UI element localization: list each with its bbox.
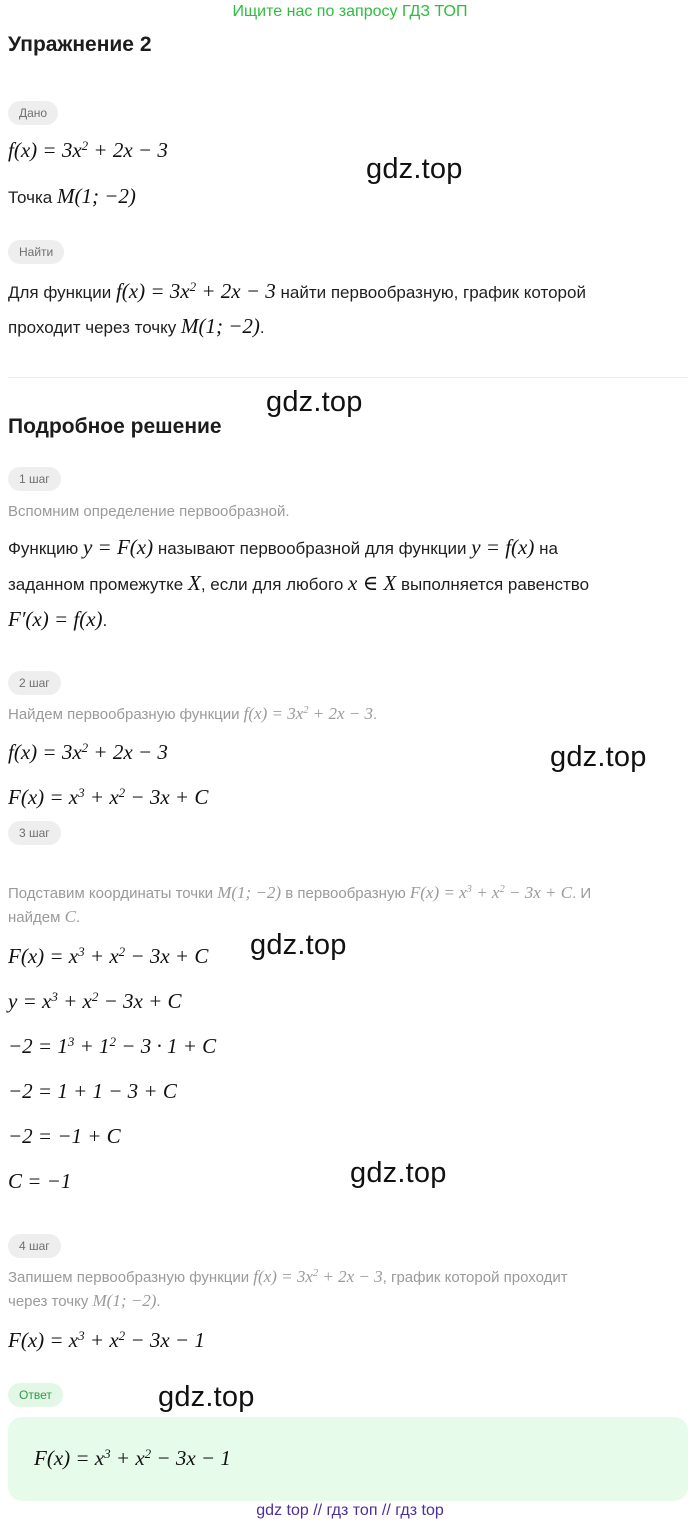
- top-banner[interactable]: Ищите нас по запросу ГДЗ ТОП: [232, 3, 468, 20]
- step-4-note-line-2: через точку M(1; −2).: [8, 1291, 161, 1310]
- answer-formula: $F(x) = x^3 + x^2 - 3x - 1$: [34, 1445, 231, 1470]
- page-title: Упражнение 2: [8, 33, 152, 56]
- step-3-badge: 3 шаг: [8, 821, 61, 845]
- step-4-note-line-1: Запишем первообразную функции $f(x) = 3x^2 + 2x - 3$, график которой проходит: [8, 1267, 568, 1286]
- step-2-eq-1: $f(x) = 3x^2 + 2x - 3$: [8, 739, 168, 764]
- step-2-badge: 2 шаг: [8, 671, 61, 695]
- step-1-badge: 1 шаг: [8, 467, 61, 491]
- step-4-badge: 4 шаг: [8, 1234, 61, 1258]
- find-line-2: проходит через точку M(1; −2).: [8, 314, 265, 338]
- find-line-1: Для функции $f(x) = 3x^2 + 2x - 3$ найти первообразную, график которой: [8, 278, 586, 303]
- step-3-eq-1: $F(x) = x^3 + x^2 - 3x + C$: [8, 943, 209, 968]
- step-3-note-line-1: Подставим координаты точки M(1; −2) в первообразную $F(x) = x^3 + x^2 - 3x + C$. И: [8, 883, 592, 902]
- step-1-line-3: F′(x) = f(x).: [8, 607, 108, 631]
- step-1-line-2: заданном промежутке X, если для любого x ∈ X выполняется равенство: [8, 571, 590, 595]
- watermark: gdz.top: [250, 929, 347, 961]
- solution-title: Подробное решение: [8, 415, 222, 438]
- step-3-note-line-2: найдем C.: [8, 907, 81, 926]
- answer-badge: Ответ: [8, 1383, 63, 1407]
- given-formula: $f(x) = 3x^2 + 2x - 3$: [8, 137, 168, 162]
- step-2-note: Найдем первообразную функции $f(x) = 3x^2 + 2x - 3$.: [8, 704, 378, 723]
- watermark: gdz.top: [266, 386, 363, 418]
- step-4-eq-1: $F(x) = x^3 + x^2 - 3x - 1$: [8, 1327, 205, 1352]
- watermark: gdz.top: [350, 1157, 447, 1189]
- find-badge: Найти: [8, 240, 64, 264]
- step-2-eq-2: $F(x) = x^3 + x^2 - 3x + C$: [8, 784, 209, 809]
- step-3-eq-6: C = −1: [8, 1169, 72, 1193]
- step-3-eq-3: $-2 = 1^3 + 1^2 - 3 \cdot 1 + C$: [8, 1033, 217, 1058]
- watermark: gdz.top: [366, 153, 463, 185]
- step-1-line-1: Функцию y = F(x) называют первообразной для функции y = f(x) на: [8, 535, 558, 559]
- given-point: Точка M(1; −2): [8, 184, 136, 208]
- step-3-eq-5: −2 = −1 + C: [8, 1124, 121, 1148]
- step-1-note: Вспомним определение первообразной.: [8, 503, 290, 520]
- given-badge: Дано: [8, 101, 58, 125]
- watermark: gdz.top: [158, 1381, 255, 1413]
- step-3-eq-2: $y = x^3 + x^2 - 3x + C$: [8, 988, 182, 1013]
- watermark: gdz.top: [550, 741, 647, 773]
- footer-links[interactable]: gdz top // гдз топ // гдз top: [256, 1502, 444, 1519]
- section-divider: [8, 377, 688, 378]
- step-3-eq-4: −2 = 1 + 1 − 3 + C: [8, 1079, 177, 1103]
